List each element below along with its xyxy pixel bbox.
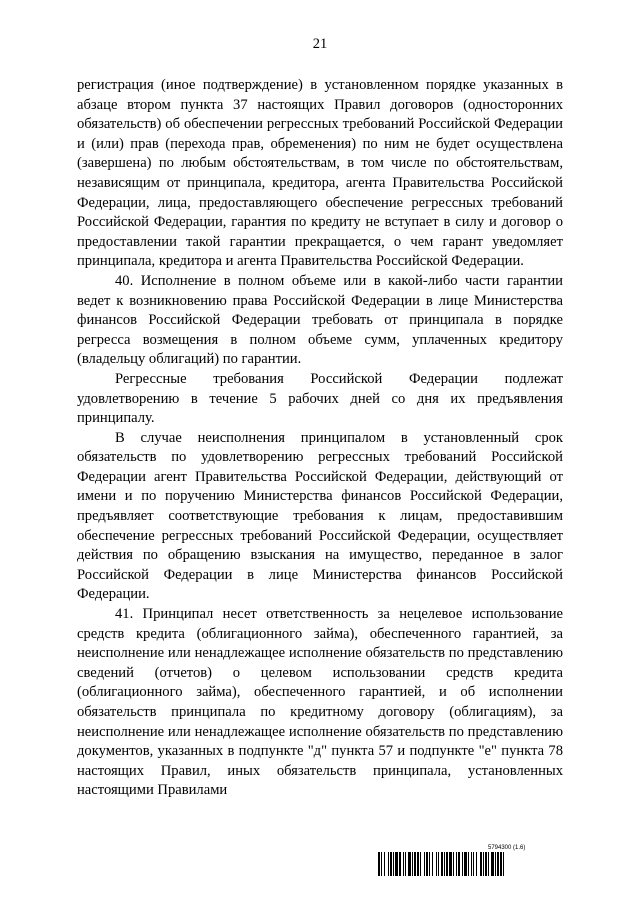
- barcode-icon: [378, 852, 564, 876]
- paragraph-clause-41: 41. Принципал несет ответственность за нецелевое использование средств кредита (облигационного займа), обеспеченного гарантией, за неисполнение или ненадлежащее исполнение обязательств по представлению сведений (отчетов) о целевом использовании средств кредита (облигационного займа), обеспеченного гарантией, и об исполнении обязательств принципала по кредитному договору (облигациям), за неисполнение или ненадлежащее исполнение обязательств по представлению документов, указанных в подпункте "д" пункта 57 и подпункте "е" пункта 78 настоящих Правил, иных обязательств принципала, установленных настоящими Правилами: [77, 606, 563, 799]
- paragraph-continuation: регистрация (иное подтверждение) в установленном порядке указанных в абзаце втором пункта 37 настоящих Правил договоров (односторонних обязательств) об обеспечении регрессных требований Российской Федерации и (или) прав (перехода прав, обременения) по ним не будет осуществлена (завершена) по любым обстоятельствам, в том числе по обстоятельствам, независящим от принципала, кредитора, агента Правительства Российской Федерации, лица, предоставляющего обеспечение регрессных требований Российской Федерации, гарантия по кредиту не вступает в силу и договор о предоставлении такой гарантии прекращается, о чем гарант уведомляет принципала, кредитора и агента Правительства Российской Федерации.: [77, 77, 563, 270]
- paragraph-non-fulfillment: В случае неисполнения принципалом в установленный срок обязательств по удовлетворению регрессных требований Российской Федерации агент Правительства Российской Федерации, действующий от имени и по поручению Министерства финансов Российской Федерации, предъявляет соответствующие требования к лицам, предоставившим обеспечение регрессных требований Российской Федерации, осуществляет действия по обращению взыскания на имущество, переданное в залог Российской Федерации в лице Министерства финансов Российской Федерации.: [77, 429, 563, 603]
- paragraph-regress-deadline: Регрессные требования Российской Федерации подлежат удовлетворению в течение 5 рабочих дней со дня их предъявления принципалу.: [77, 370, 563, 427]
- document-body: [77, 76, 563, 801]
- paragraph-clause-40: 40. Исполнение в полном объеме или в какой-либо части гарантии ведет к возникновению права Российской Федерации в лице Министерства финансов Российской Федерации требовать от принципала в порядке регресса возмещения в полном объеме сумм, уплаченных кредитору (владельцу облигаций) по гарантии.: [77, 272, 563, 368]
- page-number: 21: [312, 36, 328, 52]
- document-code: 5794300 (1.6): [488, 845, 526, 851]
